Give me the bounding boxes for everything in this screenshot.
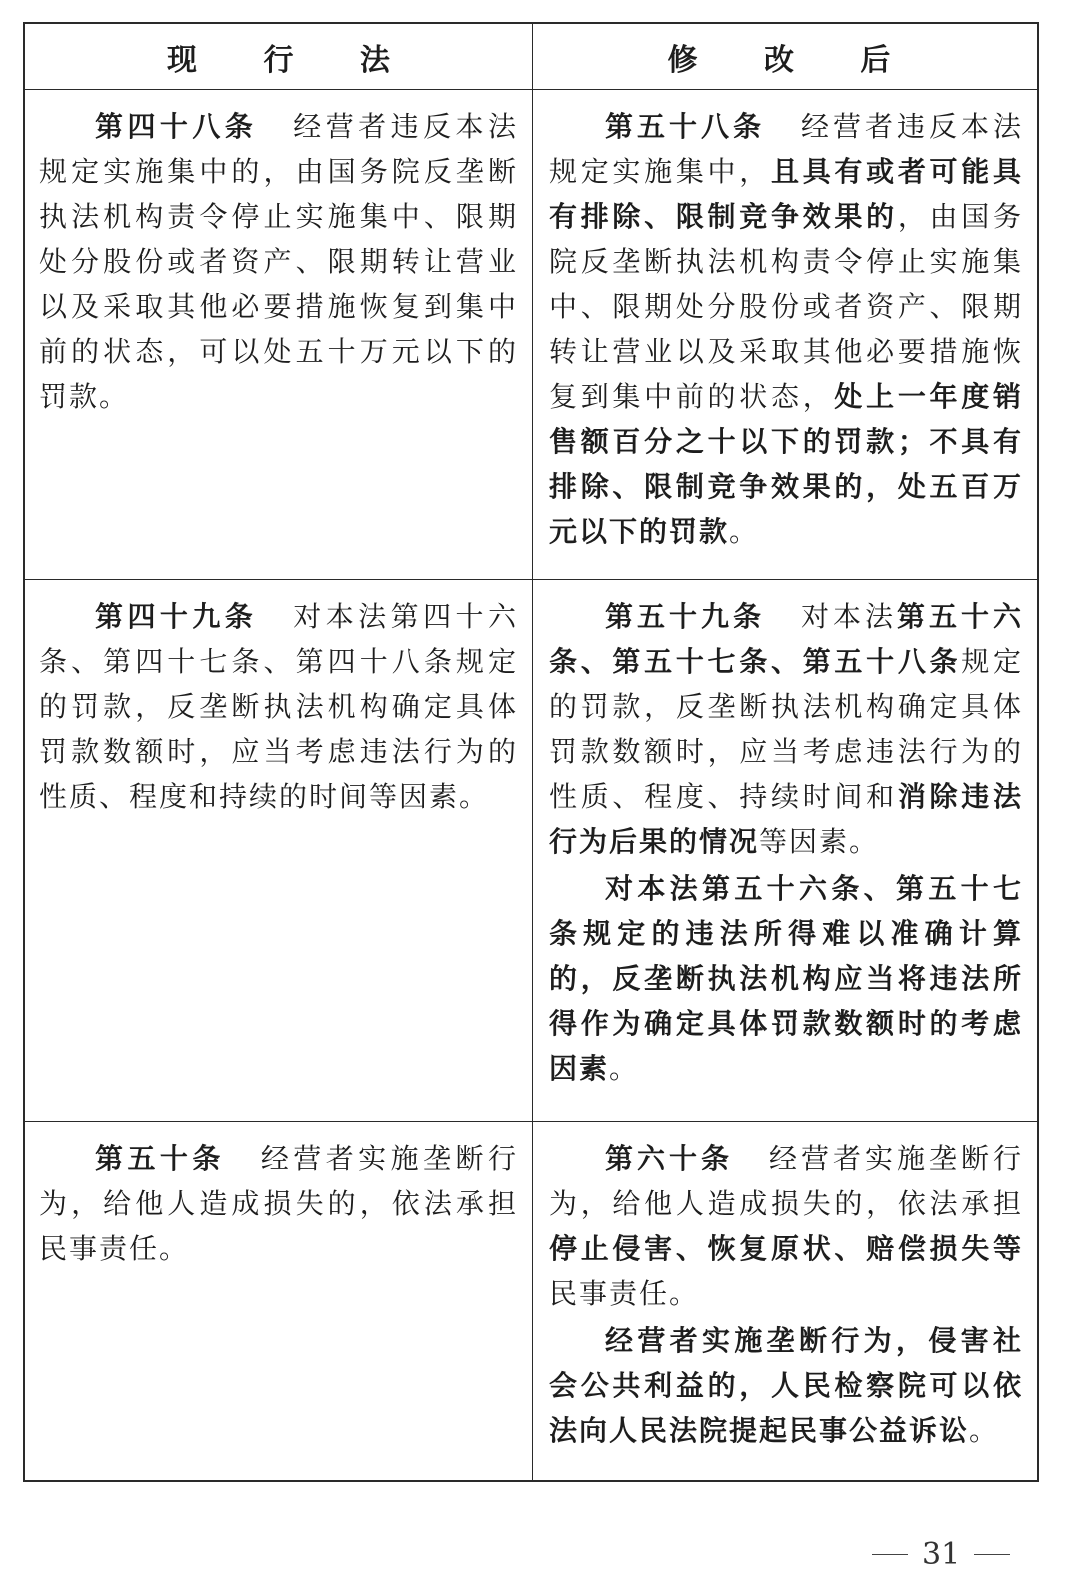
amended-text: 且具有或者可能具有排除、限制竞争效果的 xyxy=(549,155,1023,233)
article-text: 。 xyxy=(969,1414,1000,1447)
article-paragraph xyxy=(549,594,1023,864)
amended-text: 处上一年度销售额百分之十以下的罚款；不具有排除、限制竞争效果的，处五百万元以下的罚款 xyxy=(549,380,1023,548)
article-paragraph xyxy=(39,104,518,419)
article-paragraph xyxy=(39,1136,518,1271)
comparison-table xyxy=(23,22,1039,1482)
article-text: 。 xyxy=(609,1052,640,1085)
article-text: 经营者违反本法规定实施集中的，由国务院反垄断执法机构责令停止实施集中、限期处分股份或者资产、限期转让营业以及采取其他必要措施恢复到集中前的状态，可以处五十万元以下的罚款。 xyxy=(39,110,518,413)
article-text: 经营者实施垄断行为，给他人造成损失的，依法承担民事责任。 xyxy=(39,1142,518,1265)
row-1-current xyxy=(25,90,533,580)
page-number: 31 xyxy=(922,1537,961,1572)
amended-text: 第五十六条、第五十七条、第五十八条 xyxy=(549,600,1023,678)
article-paragraph xyxy=(549,866,1023,1091)
article-number: 第五十九条 xyxy=(605,600,765,633)
article-text: ，由国务院反垄断执法机构责令停止实施集中、限期处分股份或者资产、限期转让营业以及采取其他必要措施恢复到集中前的状态， xyxy=(549,200,1023,413)
article-text: 对本法第四十六条、第四十七条、第四十八条规定的罚款，反垄断执法机构确定具体罚款数额时，应当考虑违法行为的性质、程度和持续的时间等因素。 xyxy=(39,600,518,813)
article-number: 第五十八条 xyxy=(605,110,765,143)
article-text: 对本法 xyxy=(800,600,897,633)
article-paragraph xyxy=(39,594,518,819)
row-2-current xyxy=(25,580,533,1122)
article-text: 经营者实施垄断行为，给他人造成损失的，依法承担 xyxy=(549,1142,1023,1220)
article-text: 等因素。 xyxy=(759,825,880,858)
article-text: 规定的罚款，反垄断执法机构确定具体罚款数额时，应当考虑违法行为的性质、程度、持续时间和 xyxy=(549,645,1023,813)
header-current-law: 现 行 法 xyxy=(25,24,533,90)
header-amended: 修 改 后 xyxy=(533,24,1037,90)
row-3-current xyxy=(25,1122,533,1480)
amended-text: 消除违法行为后果的情况 xyxy=(549,780,1023,858)
article-number: 第五十条 xyxy=(95,1142,225,1175)
article-number: 第六十条 xyxy=(605,1142,733,1175)
dash-left xyxy=(872,1554,908,1556)
page-footer xyxy=(872,1537,1032,1572)
article-paragraph xyxy=(549,1318,1023,1453)
article-text: 。 xyxy=(729,515,760,548)
amended-text: 经营者实施垄断行为，侵害社会公共利益的，人民检察院可以依法向人民法院提起民事公益诉讼 xyxy=(549,1324,1023,1447)
row-3-amended xyxy=(533,1122,1037,1480)
article-paragraph xyxy=(549,104,1023,554)
article-number: 第四十九条 xyxy=(95,600,258,633)
dash-right xyxy=(974,1554,1010,1556)
row-1-amended xyxy=(533,90,1037,580)
article-number: 第四十八条 xyxy=(95,110,258,143)
article-paragraph xyxy=(549,1136,1023,1316)
row-2-amended xyxy=(533,580,1037,1122)
article-text: 经营者违反本法规定实施集中， xyxy=(549,110,1023,188)
article-text: 民事责任。 xyxy=(549,1277,700,1310)
amended-text: 对本法第五十六条、第五十七条规定的违法所得难以准确计算的，反垄断执法机构应当将违法所得作为确定具体罚款数额时的考虑因素 xyxy=(549,872,1023,1085)
amended-text: 停止侵害、恢复原状、赔偿损失等 xyxy=(549,1232,1023,1265)
